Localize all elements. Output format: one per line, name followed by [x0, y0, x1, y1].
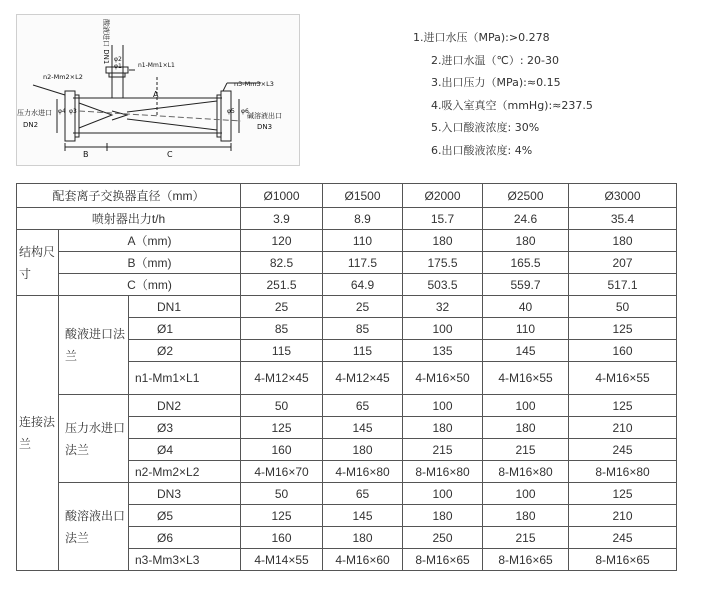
- table-cell: 245: [569, 527, 677, 549]
- table-cell: 180: [483, 505, 569, 527]
- table-cell: 50: [569, 296, 677, 318]
- table-cell: 160: [569, 340, 677, 362]
- table-cell: 125: [241, 417, 323, 439]
- table-cell: 50: [241, 395, 323, 417]
- table-cell: 117.5: [323, 252, 403, 274]
- table-cell: 110: [323, 230, 403, 252]
- table-cell: 8-M16×65: [483, 549, 569, 571]
- table-cell: 145: [323, 417, 403, 439]
- row-label: DN2: [129, 395, 241, 417]
- table-cell: 215: [483, 527, 569, 549]
- table-cell: 180: [403, 230, 483, 252]
- table-cell: 4-M16×55: [569, 362, 677, 395]
- table-cell: 100: [403, 395, 483, 417]
- table-cell: 35.4: [569, 208, 677, 230]
- table-cell: 3.9: [241, 208, 323, 230]
- row-label: n3-Mm3×L3: [129, 549, 241, 571]
- structure-group-label: 结构尺寸: [17, 230, 59, 296]
- table-cell: 4-M16×60: [323, 549, 403, 571]
- table-cell: 32: [403, 296, 483, 318]
- phi2-top-label: φ2: [114, 56, 122, 63]
- table-cell: 210: [569, 505, 677, 527]
- table-cell: 115: [323, 340, 403, 362]
- phi1-top-label: φ1: [114, 63, 122, 70]
- table-cell: 64.9: [323, 274, 403, 296]
- table-cell: 4-M16×70: [241, 461, 323, 483]
- table-cell: 4-M16×50: [403, 362, 483, 395]
- table-cell: 40: [483, 296, 569, 318]
- column-header: Ø2500: [483, 184, 569, 208]
- flange2-label: n2-Mm2×L2: [43, 73, 83, 81]
- phi3-label: φ3: [69, 108, 77, 115]
- table-cell: 82.5: [241, 252, 323, 274]
- table-cell: 4-M12×45: [241, 362, 323, 395]
- connection-group-label: 连接法兰: [17, 296, 59, 571]
- row-label: B（mm): [59, 252, 241, 274]
- table-cell: 8-M16×65: [403, 549, 483, 571]
- table-row: [17, 208, 677, 230]
- table-cell: 251.5: [241, 274, 323, 296]
- table-row: [17, 230, 677, 252]
- ejector-parameter-table: [16, 183, 677, 571]
- table-cell: 8-M16×65: [569, 549, 677, 571]
- table-row: [17, 296, 677, 318]
- row-label: Ø4: [129, 439, 241, 461]
- table-cell: 135: [403, 340, 483, 362]
- spec-item: 5.入口酸液浓度: 30%: [431, 121, 540, 135]
- table-cell: 100: [483, 395, 569, 417]
- row-label: A（mm): [59, 230, 241, 252]
- table-cell: 125: [569, 395, 677, 417]
- table-row: [17, 252, 677, 274]
- flange1-label: n1-Mm1×L1: [138, 62, 175, 69]
- table-cell: 180: [403, 417, 483, 439]
- spec-item: 4.吸入室真空（mmHg):≈237.5: [431, 98, 593, 112]
- table-row: [17, 395, 677, 417]
- table-cell: 215: [403, 439, 483, 461]
- table-cell: 145: [483, 340, 569, 362]
- flange-group-label: 酸溶液出口法兰: [59, 483, 129, 571]
- dim-b-label: B: [83, 150, 89, 159]
- table-cell: 165.5: [483, 252, 569, 274]
- table-cell: 25: [241, 296, 323, 318]
- table-cell: 180: [483, 230, 569, 252]
- phi6-label: φ6: [241, 108, 249, 115]
- row-label: Ø5: [129, 505, 241, 527]
- row-label: n1-Mm1×L1: [129, 362, 241, 395]
- dn3-label: DN3: [257, 123, 273, 131]
- table-cell: 160: [241, 439, 323, 461]
- flange-group-label: 压力水进口法兰: [59, 395, 129, 483]
- table-cell: 180: [569, 230, 677, 252]
- table-cell: 4-M16×55: [483, 362, 569, 395]
- row-label: Ø6: [129, 527, 241, 549]
- row-label: n2-Mm2×L2: [129, 461, 241, 483]
- dim-a-label: A: [153, 90, 159, 99]
- row-label: C（mm): [59, 274, 241, 296]
- spec-list: [413, 27, 593, 163]
- flange3-label: n3-Mm3×L3: [234, 80, 274, 88]
- table-cell: 120: [241, 230, 323, 252]
- ejector-diagram: [16, 14, 300, 166]
- table-cell: 85: [323, 318, 403, 340]
- exchanger-diameter-header: 配套离子交换器直径（mm）: [17, 184, 241, 208]
- phi4-label: φ4: [58, 108, 66, 115]
- table-cell: 125: [569, 483, 677, 505]
- table-cell: 25: [323, 296, 403, 318]
- table-cell: 24.6: [483, 208, 569, 230]
- table-header-row: [17, 184, 677, 208]
- column-header: Ø3000: [569, 184, 677, 208]
- spec-item: 2.进口水温（℃）: 20-30: [431, 53, 560, 67]
- spec-item: 1.进口水压（MPa):>0.278: [413, 31, 550, 44]
- table-cell: 8-M16×80: [569, 461, 677, 483]
- table-cell: 207: [569, 252, 677, 274]
- table-cell: 145: [323, 505, 403, 527]
- table-cell: 215: [483, 439, 569, 461]
- row-label: Ø3: [129, 417, 241, 439]
- table-cell: 50: [241, 483, 323, 505]
- table-cell: 65: [323, 395, 403, 417]
- table-cell: 517.1: [569, 274, 677, 296]
- row-label: Ø2: [129, 340, 241, 362]
- column-header: Ø1000: [241, 184, 323, 208]
- table-cell: 8-M16×80: [483, 461, 569, 483]
- table-cell: 559.7: [483, 274, 569, 296]
- table-cell: 100: [403, 318, 483, 340]
- table-cell: 65: [323, 483, 403, 505]
- table-cell: 245: [569, 439, 677, 461]
- row-label: DN3: [129, 483, 241, 505]
- table-cell: 4-M14×55: [241, 549, 323, 571]
- table-cell: 503.5: [403, 274, 483, 296]
- table-cell: 180: [323, 439, 403, 461]
- row-label: Ø1: [129, 318, 241, 340]
- ejector-drawing: [17, 15, 299, 165]
- outlet-label: 碱溶液出口: [247, 112, 282, 120]
- column-header: Ø2000: [403, 184, 483, 208]
- table-cell: 125: [569, 318, 677, 340]
- water-inlet-label: 压力水进口: [17, 109, 52, 117]
- table-cell: 180: [483, 417, 569, 439]
- dn1-label: 酸液进口 DN1: [102, 19, 110, 65]
- table-cell: 100: [403, 483, 483, 505]
- output-label: 喷射器出力t/h: [17, 208, 241, 230]
- table-cell: 175.5: [403, 252, 483, 274]
- dim-c-label: C: [167, 150, 173, 159]
- spec-item: 3.出口压力（MPa):≈0.15: [431, 76, 561, 90]
- flange-group-label: 酸液进口法兰: [59, 296, 129, 395]
- table-cell: 110: [483, 318, 569, 340]
- phi5-label: φ5: [227, 108, 235, 115]
- table-cell: 8.9: [323, 208, 403, 230]
- table-cell: 210: [569, 417, 677, 439]
- table-cell: 115: [241, 340, 323, 362]
- row-label: DN1: [129, 296, 241, 318]
- table-cell: 4-M16×80: [323, 461, 403, 483]
- table-cell: 250: [403, 527, 483, 549]
- table-cell: 180: [403, 505, 483, 527]
- table-cell: 85: [241, 318, 323, 340]
- table-cell: 4-M12×45: [323, 362, 403, 395]
- table-row: [17, 274, 677, 296]
- table-cell: 8-M16×80: [403, 461, 483, 483]
- table-cell: 15.7: [403, 208, 483, 230]
- table-row: [17, 483, 677, 505]
- spec-item: 6.出口酸液浓度: 4%: [431, 143, 533, 157]
- dn2-label: DN2: [23, 121, 39, 129]
- table-cell: 160: [241, 527, 323, 549]
- table-cell: 100: [483, 483, 569, 505]
- column-header: Ø1500: [323, 184, 403, 208]
- table-cell: 125: [241, 505, 323, 527]
- table-cell: 180: [323, 527, 403, 549]
